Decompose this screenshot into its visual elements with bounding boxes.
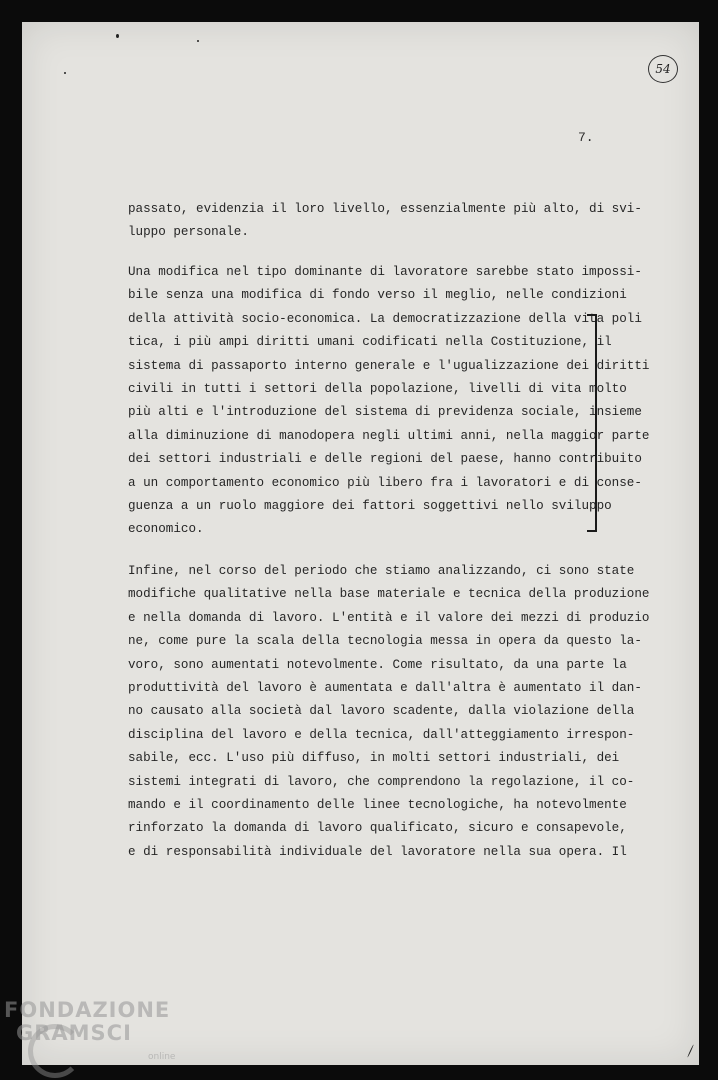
- text-line: produttività del lavoro è aumentata e dall'altra è aumentato il dan-: [128, 680, 642, 695]
- text-line: economico.: [128, 522, 204, 537]
- paragraph-1: [128, 198, 642, 245]
- text-line: della attività socio-economica. La democratizzazione della vita poli: [128, 311, 642, 326]
- text-line: sistemi integrati di lavoro, che comprendono la regolazione, il co-: [128, 774, 635, 789]
- paper-speck: [197, 40, 199, 42]
- paragraph-3: [128, 560, 650, 864]
- text-line: bile senza una modifica di fondo verso il meglio, nelle condizioni: [128, 288, 627, 303]
- text-line: Infine, nel corso del periodo che stiamo analizzando, ci sono state: [128, 564, 635, 578]
- watermark-line-1: FONDAZIONE: [4, 998, 171, 1022]
- text-line: luppo personale.: [128, 225, 249, 240]
- text-line: a un comportamento economico più libero fra i lavoratori e di conse-: [128, 475, 642, 490]
- text-line: dei settori industriali e delle regioni del paese, hanno contribuito: [128, 452, 642, 467]
- watermark-line-2: GRAMSCI: [16, 1021, 132, 1045]
- watermark-suffix: online: [148, 1052, 176, 1062]
- margin-bracket: [587, 314, 597, 532]
- document-page: [22, 22, 699, 1065]
- text-line: civili in tutti i settori della popolazione, livelli di vita molto: [128, 381, 627, 396]
- paper-speck: [116, 34, 119, 38]
- paragraph-2: [128, 261, 650, 542]
- paper-speck: [64, 72, 66, 74]
- text-line: sistema di passaporto interno generale e l'ugualizzazione dei diritti: [128, 358, 650, 373]
- text-line: alla diminuzione di manodopera negli ultimi anni, nella maggior parte: [128, 428, 650, 443]
- text-line: ne, come pure la scala della tecnologia messa in opera da questo la-: [128, 634, 642, 649]
- text-line: Una modifica nel tipo dominante di lavoratore sarebbe stato impossi-: [128, 265, 642, 279]
- text-line: rinforzato la domanda di lavoro qualificato, sicuro e consapevole,: [128, 821, 627, 836]
- text-line: tica, i più ampi diritti umani codificati nella Costituzione, il: [128, 335, 612, 350]
- text-line: disciplina del lavoro e della tecnica, dall'atteggiamento irrespon-: [128, 727, 635, 742]
- watermark-logo: [4, 1000, 170, 1044]
- text-line: sabile, ecc. L'uso più diffuso, in molti settori industriali, dei: [128, 751, 620, 766]
- archive-number-stamp: 54: [648, 55, 678, 83]
- text-line: e di responsabilità individuale del lavoratore nella sua opera. Il: [128, 844, 627, 859]
- text-line: guenza a un ruolo maggiore dei fattori soggettivi nello sviluppo: [128, 498, 612, 513]
- text-line: più alti e l'introduzione del sistema di previdenza sociale, insieme: [128, 405, 642, 420]
- text-line: mando e il coordinamento delle linee tecnologiche, ha notevolmente: [128, 797, 627, 812]
- text-line: e nella domanda di lavoro. L'entità e il valore dei mezzi di produzio: [128, 610, 650, 625]
- text-line: voro, sono aumentati notevolmente. Come risultato, da una parte la: [128, 657, 627, 672]
- text-line: modifiche qualitative nella base materiale e tecnica della produzione: [128, 587, 650, 602]
- text-line: no causato alla società dal lavoro scadente, dalla violazione della: [128, 704, 635, 719]
- text-line: passato, evidenzia il loro livello, essenzialmente più alto, di svi-: [128, 202, 642, 216]
- page-number: 7.: [578, 130, 594, 145]
